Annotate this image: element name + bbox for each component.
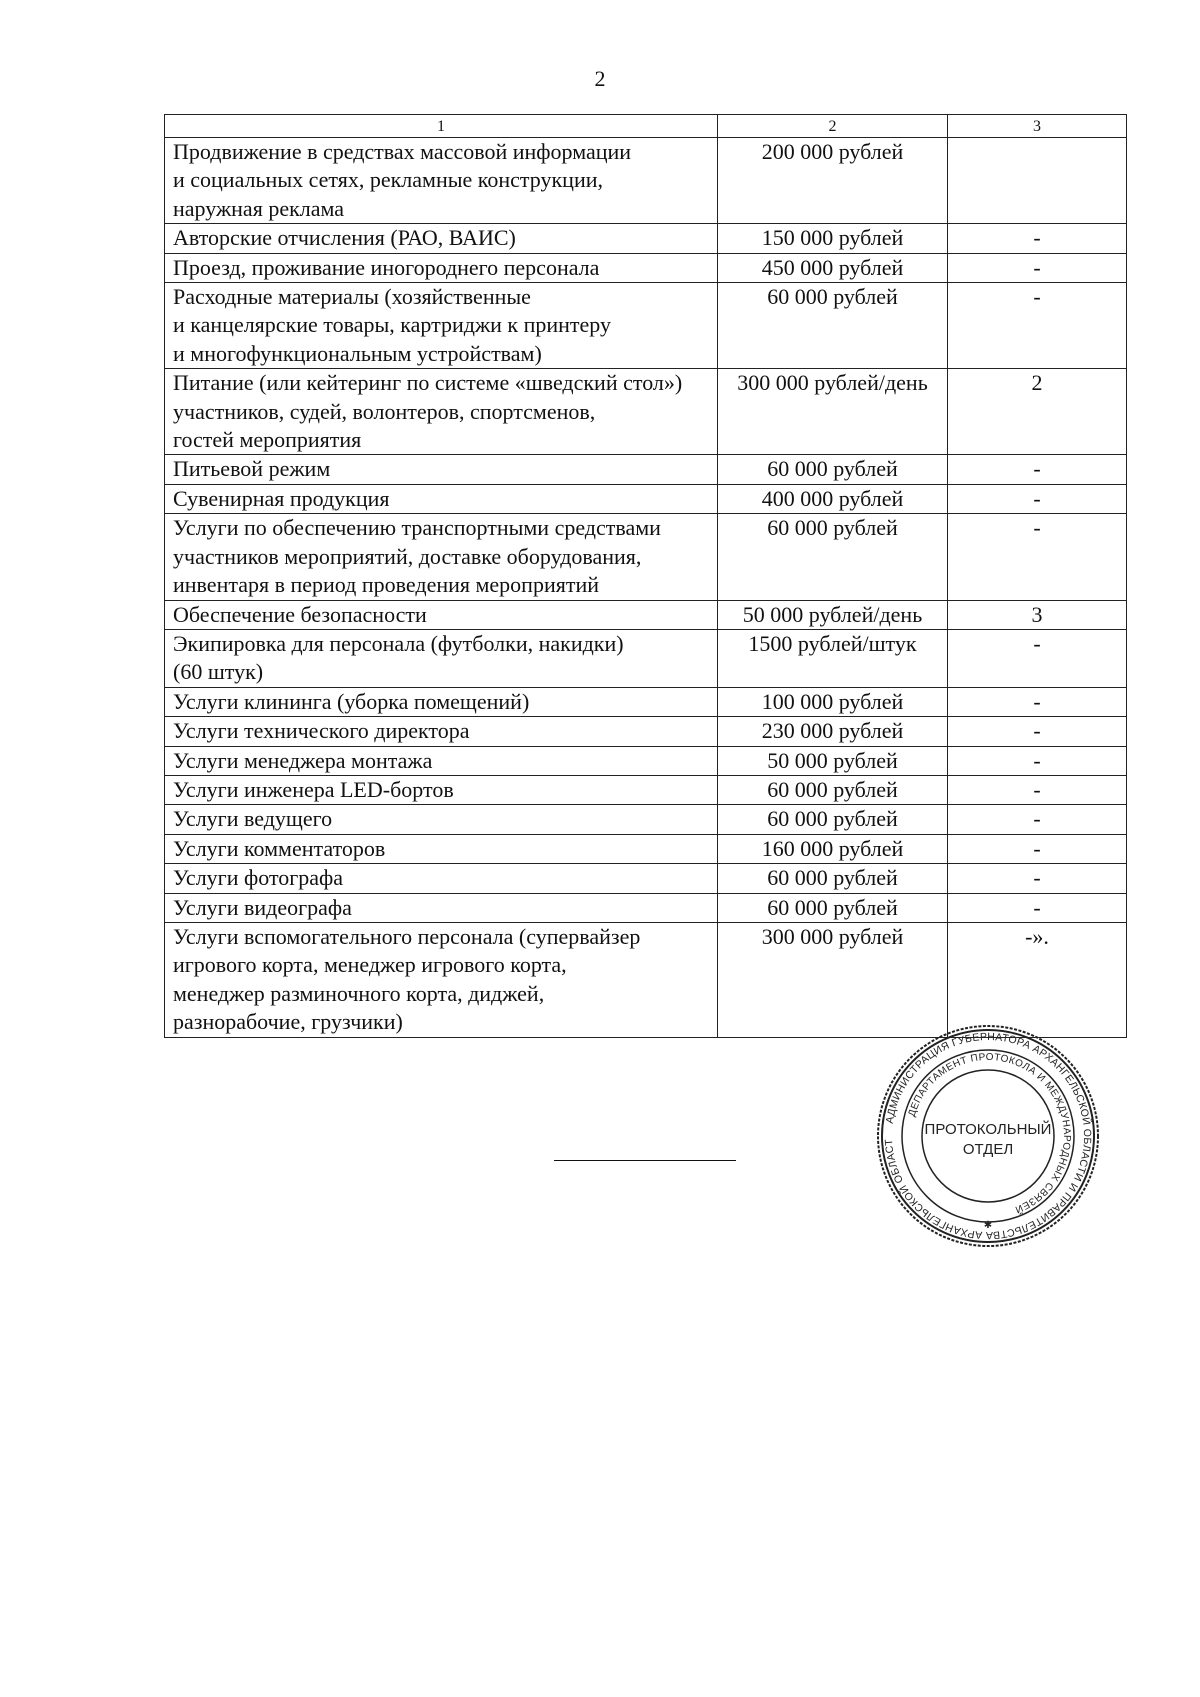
svg-text:ПРОТОКОЛЬНЫЙ: ПРОТОКОЛЬНЫЙ [924, 1121, 1052, 1138]
item-note-cell: - [948, 455, 1127, 484]
table-row [165, 629, 1127, 687]
item-cost-cell: 150 000 рублей [718, 224, 948, 253]
item-cost-cell: 60 000 рублей [718, 283, 948, 369]
item-note-cell [948, 138, 1127, 224]
item-cost-cell: 60 000 рублей [718, 864, 948, 893]
table-row [165, 687, 1127, 716]
item-name-cell: Сувенирная продукция [165, 484, 718, 513]
item-note-cell: - [948, 283, 1127, 369]
item-name-cell: Экипировка для персонала (футболки, накидки) (60 штук) [165, 629, 718, 687]
column-header-2: 2 [718, 115, 948, 138]
table-row [165, 600, 1127, 629]
item-note-cell: - [948, 717, 1127, 746]
item-note-cell: 3 [948, 600, 1127, 629]
item-cost-cell: 400 000 рублей [718, 484, 948, 513]
item-name-cell: Услуги менеджера монтажа [165, 746, 718, 775]
item-name-cell: Питание (или кейтеринг по системе «шведский стол») участников, судей, волонтеров, спортсменов, гостей мероприятия [165, 369, 718, 455]
item-note-cell: - [948, 805, 1127, 834]
item-name-cell: Услуги вспомогательного персонала (супервайзер игрового корта, менеджер игрового корта, менеджер разминочного корта, диджей, разнорабочие, грузчики) [165, 922, 718, 1037]
item-cost-cell: 60 000 рублей [718, 455, 948, 484]
item-cost-cell: 60 000 рублей [718, 805, 948, 834]
item-cost-cell: 50 000 рублей/день [718, 600, 948, 629]
item-name-cell: Авторские отчисления (РАО, ВАИС) [165, 224, 718, 253]
item-name-cell: Расходные материалы (хозяйственные и канцелярские товары, картриджи к принтеру и многофункциональным устройствам) [165, 283, 718, 369]
table-row [165, 834, 1127, 863]
svg-text:ДЕПАРТАМЕНТ ПРОТОКОЛА И МЕЖДУН: ДЕПАРТАМЕНТ ПРОТОКОЛА И МЕЖДУНАРОДНЫХ СВЯЗЕЙ [906, 1051, 1073, 1215]
item-name-cell: Услуги по обеспечению транспортными средствами участников мероприятий, доставке оборудования, инвентаря в период проведения мероприятий [165, 514, 718, 600]
budget-table [164, 114, 1127, 1038]
item-cost-cell: 60 000 рублей [718, 514, 948, 600]
item-name-cell: Продвижение в средствах массовой информации и социальных сетях, рекламные конструкции, наружная реклама [165, 138, 718, 224]
table-row [165, 746, 1127, 775]
item-note-cell: -». [948, 922, 1127, 1037]
signature-line [554, 1160, 736, 1161]
item-name-cell: Обеспечение безопасности [165, 600, 718, 629]
item-note-cell: - [948, 687, 1127, 716]
item-name-cell: Услуги ведущего [165, 805, 718, 834]
item-note-cell: - [948, 893, 1127, 922]
item-note-cell: - [948, 224, 1127, 253]
table-row [165, 455, 1127, 484]
table-body [165, 138, 1127, 1038]
item-cost-cell: 450 000 рублей [718, 253, 948, 282]
table-row [165, 369, 1127, 455]
table-row [165, 224, 1127, 253]
item-cost-cell: 200 000 рублей [718, 138, 948, 224]
table-row [165, 922, 1127, 1037]
item-cost-cell: 300 000 рублей [718, 922, 948, 1037]
table-row [165, 864, 1127, 893]
official-stamp [874, 1022, 1102, 1250]
item-note-cell: 2 [948, 369, 1127, 455]
item-cost-cell: 300 000 рублей/день [718, 369, 948, 455]
item-note-cell: - [948, 864, 1127, 893]
table-row [165, 893, 1127, 922]
svg-text:✱: ✱ [983, 1220, 993, 1231]
item-cost-cell: 60 000 рублей [718, 775, 948, 804]
table-row [165, 514, 1127, 600]
item-note-cell: - [948, 514, 1127, 600]
table-row [165, 775, 1127, 804]
table-header-row [165, 115, 1127, 138]
item-note-cell: - [948, 484, 1127, 513]
item-note-cell: - [948, 253, 1127, 282]
item-name-cell: Услуги комментаторов [165, 834, 718, 863]
svg-text:АДМИНИСТРАЦИЯ ГУБЕРНАТОРА АРХА: АДМИНИСТРАЦИЯ ГУБЕРНАТОРА АРХАНГЕЛЬСКОЙ ОБЛАСТИ И ПРАВИТЕЛЬСТВА АРХАНГЕЛЬСКОЙ ОБЛАСТ [882, 1030, 1094, 1242]
table-row [165, 138, 1127, 224]
item-name-cell: Услуги фотографа [165, 864, 718, 893]
item-cost-cell: 230 000 рублей [718, 717, 948, 746]
item-name-cell: Услуги технического директора [165, 717, 718, 746]
item-note-cell: - [948, 834, 1127, 863]
column-header-1: 1 [165, 115, 718, 138]
table-row [165, 253, 1127, 282]
item-name-cell: Услуги видеографа [165, 893, 718, 922]
item-cost-cell: 60 000 рублей [718, 893, 948, 922]
item-cost-cell: 160 000 рублей [718, 834, 948, 863]
item-cost-cell: 100 000 рублей [718, 687, 948, 716]
item-cost-cell: 50 000 рублей [718, 746, 948, 775]
item-name-cell: Услуги инженера LED-бортов [165, 775, 718, 804]
table-row [165, 717, 1127, 746]
column-header-3: 3 [948, 115, 1127, 138]
item-note-cell: - [948, 775, 1127, 804]
table-row [165, 805, 1127, 834]
item-note-cell: - [948, 629, 1127, 687]
item-name-cell: Питьевой режим [165, 455, 718, 484]
stamp-seal-graphic [874, 1022, 1102, 1250]
table-row [165, 484, 1127, 513]
item-note-cell: - [948, 746, 1127, 775]
page-number: 2 [594, 66, 606, 91]
item-name-cell: Услуги клининга (уборка помещений) [165, 687, 718, 716]
item-name-cell: Проезд, проживание иногороднего персонала [165, 253, 718, 282]
table-row [165, 283, 1127, 369]
svg-text:ОТДЕЛ: ОТДЕЛ [962, 1141, 1014, 1158]
item-cost-cell: 1500 рублей/штук [718, 629, 948, 687]
